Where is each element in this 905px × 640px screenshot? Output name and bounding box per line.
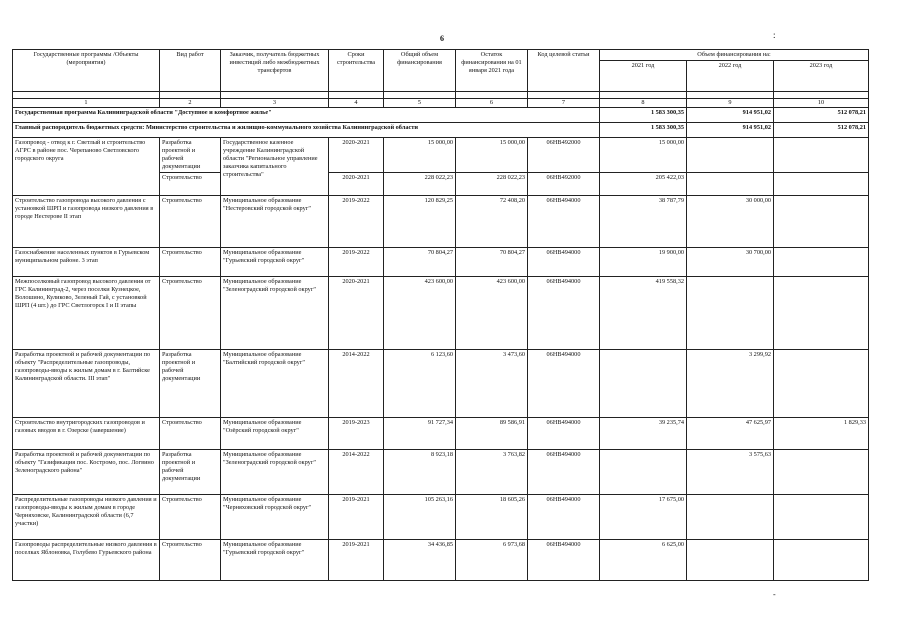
cell-y2023 <box>774 450 869 495</box>
manager-label: Главный распорядитель бюджетных средств: Министерство строительства и жилищно-коммунального хозяйства Калининградской области <box>13 123 600 138</box>
cell-work-type: Разработка проектной и рабочей документации <box>160 350 221 418</box>
index-cell: 6 <box>456 99 528 108</box>
header-terms: Сроки строительства <box>329 50 384 92</box>
corner-mark: : <box>773 30 776 40</box>
program-label: Государственная программа Калининградской области "Доступное и комфортное жилье" <box>13 108 600 123</box>
table-row <box>13 138 869 173</box>
cell-work-type: Строительство <box>160 173 221 196</box>
cell-customer: Муниципальное образование "Нестеровский городской округ" <box>221 196 329 248</box>
cell-terms: 2019-2023 <box>329 418 384 450</box>
cell-y2021: 17 675,00 <box>600 495 687 540</box>
cell-code: 06НВ492000 <box>528 138 600 173</box>
manager-2022: 914 951,02 <box>687 123 774 138</box>
cell-total: 105 263,16 <box>384 495 456 540</box>
cell-terms: 2020-2021 <box>329 138 384 173</box>
cell-customer: Муниципальное образование "Балтийский городской округ" <box>221 350 329 418</box>
cell-y2023 <box>774 277 869 350</box>
program-2022: 914 951,02 <box>687 108 774 123</box>
cell-y2021: 419 558,32 <box>600 277 687 350</box>
header-y2022: 2022 год <box>687 61 774 92</box>
cell-y2021 <box>600 350 687 418</box>
cell-code: 06НВ494000 <box>528 248 600 277</box>
table-row <box>13 450 869 495</box>
cell-customer: Государственное казенное учреждение Калининградской области "Региональное управление заказчика капитального строительства" <box>221 138 329 196</box>
cell-total: 120 829,25 <box>384 196 456 248</box>
manager-2023: 512 078,21 <box>774 123 869 138</box>
cell-work-type: Строительство <box>160 540 221 581</box>
cell-terms: 2020-2021 <box>329 277 384 350</box>
cell-remainder: 72 408,20 <box>456 196 528 248</box>
table-row <box>13 495 869 540</box>
cell-y2022 <box>687 540 774 581</box>
cell-total: 70 804,27 <box>384 248 456 277</box>
cell-work-type: Строительство <box>160 248 221 277</box>
manager-row <box>13 123 869 138</box>
cell-y2022 <box>687 495 774 540</box>
cell-code: 06НВ494000 <box>528 418 600 450</box>
cell-y2023 <box>774 196 869 248</box>
cell-code: 06НВ494000 <box>528 350 600 418</box>
cell-object-name: Строительство внутригородских газопроводов и газовых вводов в г. Озерске (завершение) <box>13 418 160 450</box>
cell-y2022: 3 575,63 <box>687 450 774 495</box>
cell-y2021: 19 900,00 <box>600 248 687 277</box>
cell-customer: Муниципальное образование "Зеленоградский городской округ" <box>221 277 329 350</box>
index-cell: 1 <box>13 99 160 108</box>
header-work-type: Вид работ <box>160 50 221 92</box>
cell-y2023 <box>774 540 869 581</box>
cell-terms: 2019-2021 <box>329 540 384 581</box>
cell-y2022: 47 625,97 <box>687 418 774 450</box>
cell-total: 15 000,00 <box>384 138 456 173</box>
cell-customer: Муниципальное образование "Зеленоградский городской округ" <box>221 450 329 495</box>
index-cell: 5 <box>384 99 456 108</box>
cell-y2023: 1 829,33 <box>774 418 869 450</box>
cell-remainder: 89 586,91 <box>456 418 528 450</box>
cell-customer: Муниципальное образование "Гурьевский городской округ" <box>221 248 329 277</box>
header-y2021: 2021 год <box>600 61 687 92</box>
cell-work-type: Строительство <box>160 277 221 350</box>
cell-code: 06НВ494000 <box>528 450 600 495</box>
cell-object-name: Газоснабжение населенных пунктов в Гурьевском муниципальном районе. 3 этап <box>13 248 160 277</box>
cell-customer: Муниципальное образование "Гурьевский городской округ" <box>221 540 329 581</box>
cell-object-name: Межпоселковый газопровод высокого давления от ГРС Калининград-2, через поселки Кузнецкое, Волошино, Куликово, Зеленый Гай, с установкой ШРП (4 шт.) до ГРС Светлогорск I и II этапы <box>13 277 160 350</box>
cell-y2021: 205 422,03 <box>600 173 687 196</box>
index-row <box>13 99 869 108</box>
cell-y2021: 6 625,00 <box>600 540 687 581</box>
financing-table <box>12 49 869 581</box>
cell-y2022: 3 299,92 <box>687 350 774 418</box>
table-row <box>13 418 869 450</box>
cell-terms: 2019-2021 <box>329 495 384 540</box>
cell-work-type: Строительство <box>160 495 221 540</box>
cell-remainder: 228 022,23 <box>456 173 528 196</box>
cell-total: 8 923,18 <box>384 450 456 495</box>
cell-y2022 <box>687 138 774 173</box>
cell-remainder: 70 804,27 <box>456 248 528 277</box>
cell-y2022: 30 000,00 <box>687 196 774 248</box>
cell-remainder: 18 605,26 <box>456 495 528 540</box>
cell-code: 06НВ494000 <box>528 196 600 248</box>
cell-object-name: Газопровод - отвод к г. Светлый и строительство АГРС в районе пос. Черепаново Светловского городского округа <box>13 138 160 196</box>
cell-remainder: 423 600,00 <box>456 277 528 350</box>
cell-y2022: 30 700,00 <box>687 248 774 277</box>
cell-object-name: Распределительные газопроводы низкого давления и газопроводы-вводы к жилым домам в городе Черняховске, Калининградской области (6,7 участки) <box>13 495 160 540</box>
cell-remainder: 15 000,00 <box>456 138 528 173</box>
cell-terms: 2014-2022 <box>329 450 384 495</box>
cell-y2023 <box>774 138 869 173</box>
header-volume: Объем финансирования на: <box>600 50 869 61</box>
cell-code: 06НВ492000 <box>528 173 600 196</box>
dot-mark: - <box>773 590 776 599</box>
cell-code: 06НВ494000 <box>528 277 600 350</box>
cell-y2023 <box>774 350 869 418</box>
cell-y2021: 39 235,74 <box>600 418 687 450</box>
program-2023: 512 078,21 <box>774 108 869 123</box>
index-cell: 9 <box>687 99 774 108</box>
cell-total: 34 436,85 <box>384 540 456 581</box>
header-code: Код целевой статьи <box>528 50 600 92</box>
cell-y2023 <box>774 248 869 277</box>
program-2021: 1 583 300,35 <box>600 108 687 123</box>
index-cell: 2 <box>160 99 221 108</box>
manager-2021: 1 583 300,35 <box>600 123 687 138</box>
page-number: 6 <box>440 34 444 43</box>
cell-y2022 <box>687 173 774 196</box>
index-cell: 4 <box>329 99 384 108</box>
program-row <box>13 108 869 123</box>
cell-y2023 <box>774 173 869 196</box>
table-row <box>13 248 869 277</box>
cell-remainder: 3 763,82 <box>456 450 528 495</box>
cell-terms: 2019-2022 <box>329 196 384 248</box>
cell-y2023 <box>774 495 869 540</box>
table-row <box>13 277 869 350</box>
index-cell: 8 <box>600 99 687 108</box>
cell-code: 06НВ494000 <box>528 540 600 581</box>
cell-object-name: Строительство газопровода высокого давления с установкой ШРП и газопровода низкого давления в городе Нестерове II этап <box>13 196 160 248</box>
cell-terms: 2019-2022 <box>329 248 384 277</box>
cell-terms: 2014-2022 <box>329 350 384 418</box>
header-total: Общий объем финансирования <box>384 50 456 92</box>
cell-y2022 <box>687 277 774 350</box>
cell-remainder: 3 473,60 <box>456 350 528 418</box>
header-y2023: 2023 год <box>774 61 869 92</box>
cell-total: 423 600,00 <box>384 277 456 350</box>
index-cell: 7 <box>528 99 600 108</box>
cell-y2021 <box>600 450 687 495</box>
cell-customer: Муниципальное образование "Озёрский городской округ" <box>221 418 329 450</box>
cell-work-type: Разработка проектной и рабочей документации <box>160 450 221 495</box>
cell-customer: Муниципальное образование "Черняховский городской округ" <box>221 495 329 540</box>
cell-object-name: Газопроводы распределительные низкого давления в поселках Яблоновка, Голубево Гурьевского района <box>13 540 160 581</box>
header-remainder: Остаток финансирования на 01 января 2021 года <box>456 50 528 92</box>
cell-total: 91 727,34 <box>384 418 456 450</box>
index-cell: 10 <box>774 99 869 108</box>
table-row <box>13 350 869 418</box>
cell-total: 228 022,23 <box>384 173 456 196</box>
header-program: Государственные программы /Объекты (мероприятия) <box>13 50 160 92</box>
cell-total: 6 123,60 <box>384 350 456 418</box>
index-cell: 3 <box>221 99 329 108</box>
cell-code: 06НВ494000 <box>528 495 600 540</box>
cell-remainder: 6 973,68 <box>456 540 528 581</box>
cell-work-type: Строительство <box>160 196 221 248</box>
cell-object-name: Разработка проектной и рабочей документации по объекту "Газификация пос. Костромо, пос. Логвино Зеленоградского района" <box>13 450 160 495</box>
cell-object-name: Разработка проектной и рабочей документации по объекту "Распределительные газопроводы, газопроводы-вводы к жилым домам в г. Балтийске Калининградской области. III этап" <box>13 350 160 418</box>
cell-y2021: 38 787,79 <box>600 196 687 248</box>
table-row <box>13 196 869 248</box>
table-row <box>13 540 869 581</box>
cell-terms: 2020-2021 <box>329 173 384 196</box>
header-spacer <box>13 92 869 99</box>
header-row-1 <box>13 50 869 61</box>
header-customer: Заказчик, получатель бюджетных инвестиций либо межбюджетных трансфертов <box>221 50 329 92</box>
cell-work-type: Строительство <box>160 418 221 450</box>
cell-work-type: Разработка проектной и рабочей документации <box>160 138 221 173</box>
cell-y2021: 15 000,00 <box>600 138 687 173</box>
